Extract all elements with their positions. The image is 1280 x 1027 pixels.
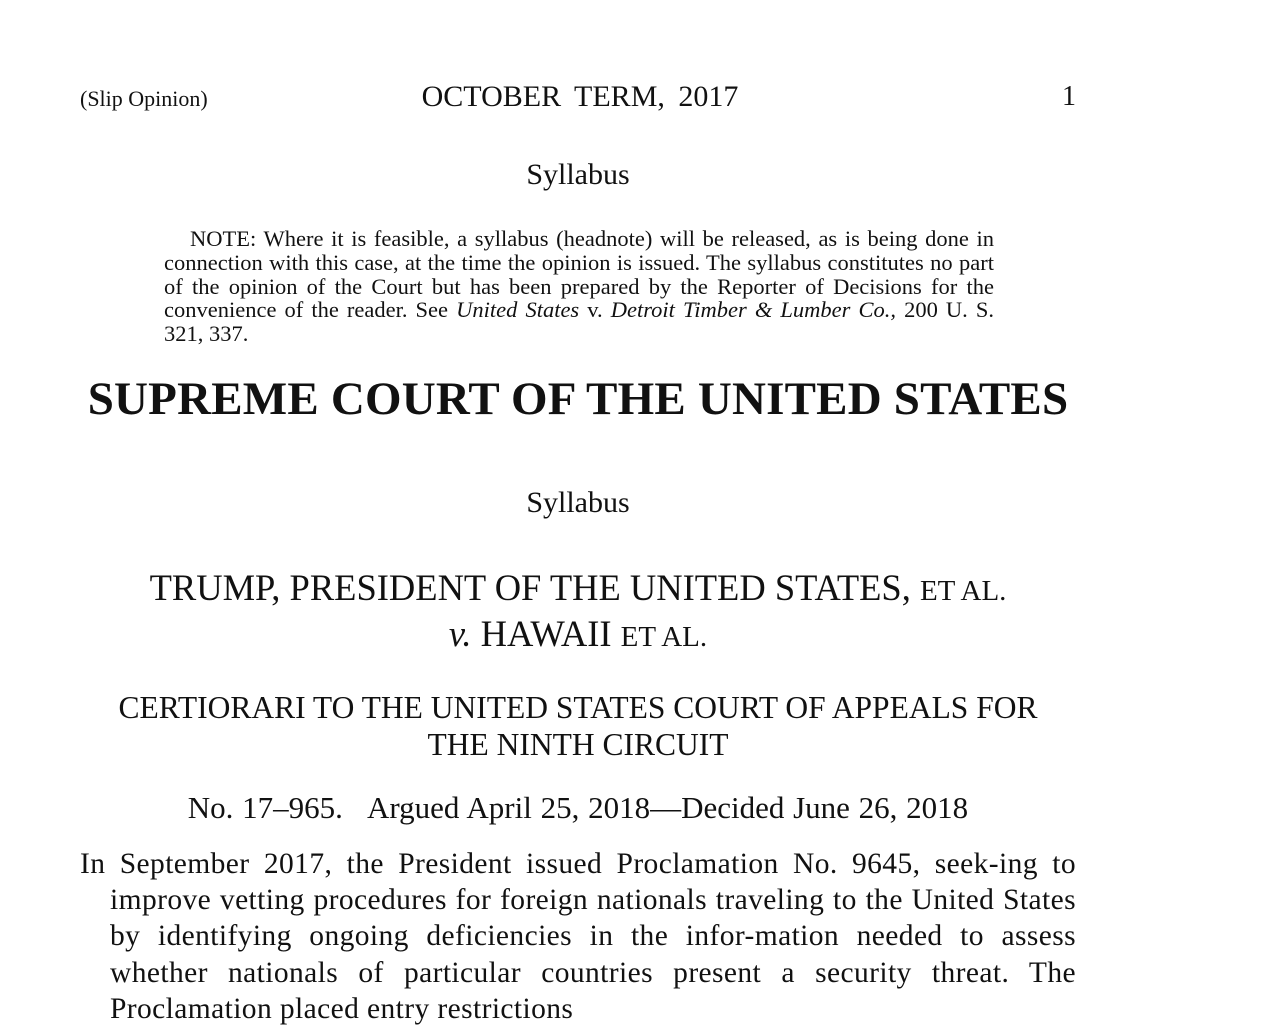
docket-line — [80, 790, 1076, 826]
syllabus-heading: Syllabus — [526, 158, 630, 191]
docket-number: No. 17–965. — [187, 790, 343, 825]
respondent: HAWAII — [480, 613, 612, 654]
syllabus-body-paragraph: In September 2017, the President issued Proclamation No. 9645, seek-ing to improve vetting procedures for foreign nationals traveling to the United States by identifying ongoing deficiencies in the infor-mation needed to assess whether nationals of particular countries present a security threat. The Proclamation placed entry restrictions — [80, 848, 1076, 1025]
page-number: 1 — [1062, 81, 1076, 112]
court-name: SUPREME COURT OF THE UNITED STATES — [87, 373, 1069, 425]
note-versus: v. — [579, 297, 611, 323]
petitioner: TRUMP, PRESIDENT OF THE UNITED STATES, — [149, 567, 911, 608]
slip-opinion-label: (Slip Opinion) — [80, 86, 208, 111]
case-caption-line-1 — [80, 566, 1076, 609]
syllabus-heading-2: Syllabus — [526, 486, 630, 519]
syllabus-note — [164, 227, 994, 346]
note-text: NOTE: Where it is feasible, a syllabus (headnote) will be released, as is being done in connection with this case, at the time the opinion is issued. The syllabus constitutes no part of the opinion of the Court but has been prepared by the Reporter of Decisions for the convenience of the reader. See — [164, 226, 994, 323]
note-case-b: Detroit Timber & Lumber Co., — [610, 297, 897, 323]
versus-mark: v. — [448, 613, 472, 654]
respondent-suffix: ET AL. — [620, 621, 708, 653]
note-citation: 200 U. S. 321, 337. — [164, 297, 995, 347]
case-caption-line-2 — [80, 612, 1076, 655]
term-heading: OCTOBER TERM, 2017 — [421, 80, 739, 113]
petitioner-suffix: ET AL. — [919, 575, 1007, 607]
docket-dates: Argued April 25, 2018—Decided June 26, 2018 — [366, 790, 969, 825]
note-case-a: United States — [456, 297, 580, 323]
certiorari-line-1: CERTIORARI TO THE UNITED STATES COURT OF APPEALS FOR — [118, 690, 1038, 725]
certiorari-line-2: THE NINTH CIRCUIT — [427, 727, 729, 762]
